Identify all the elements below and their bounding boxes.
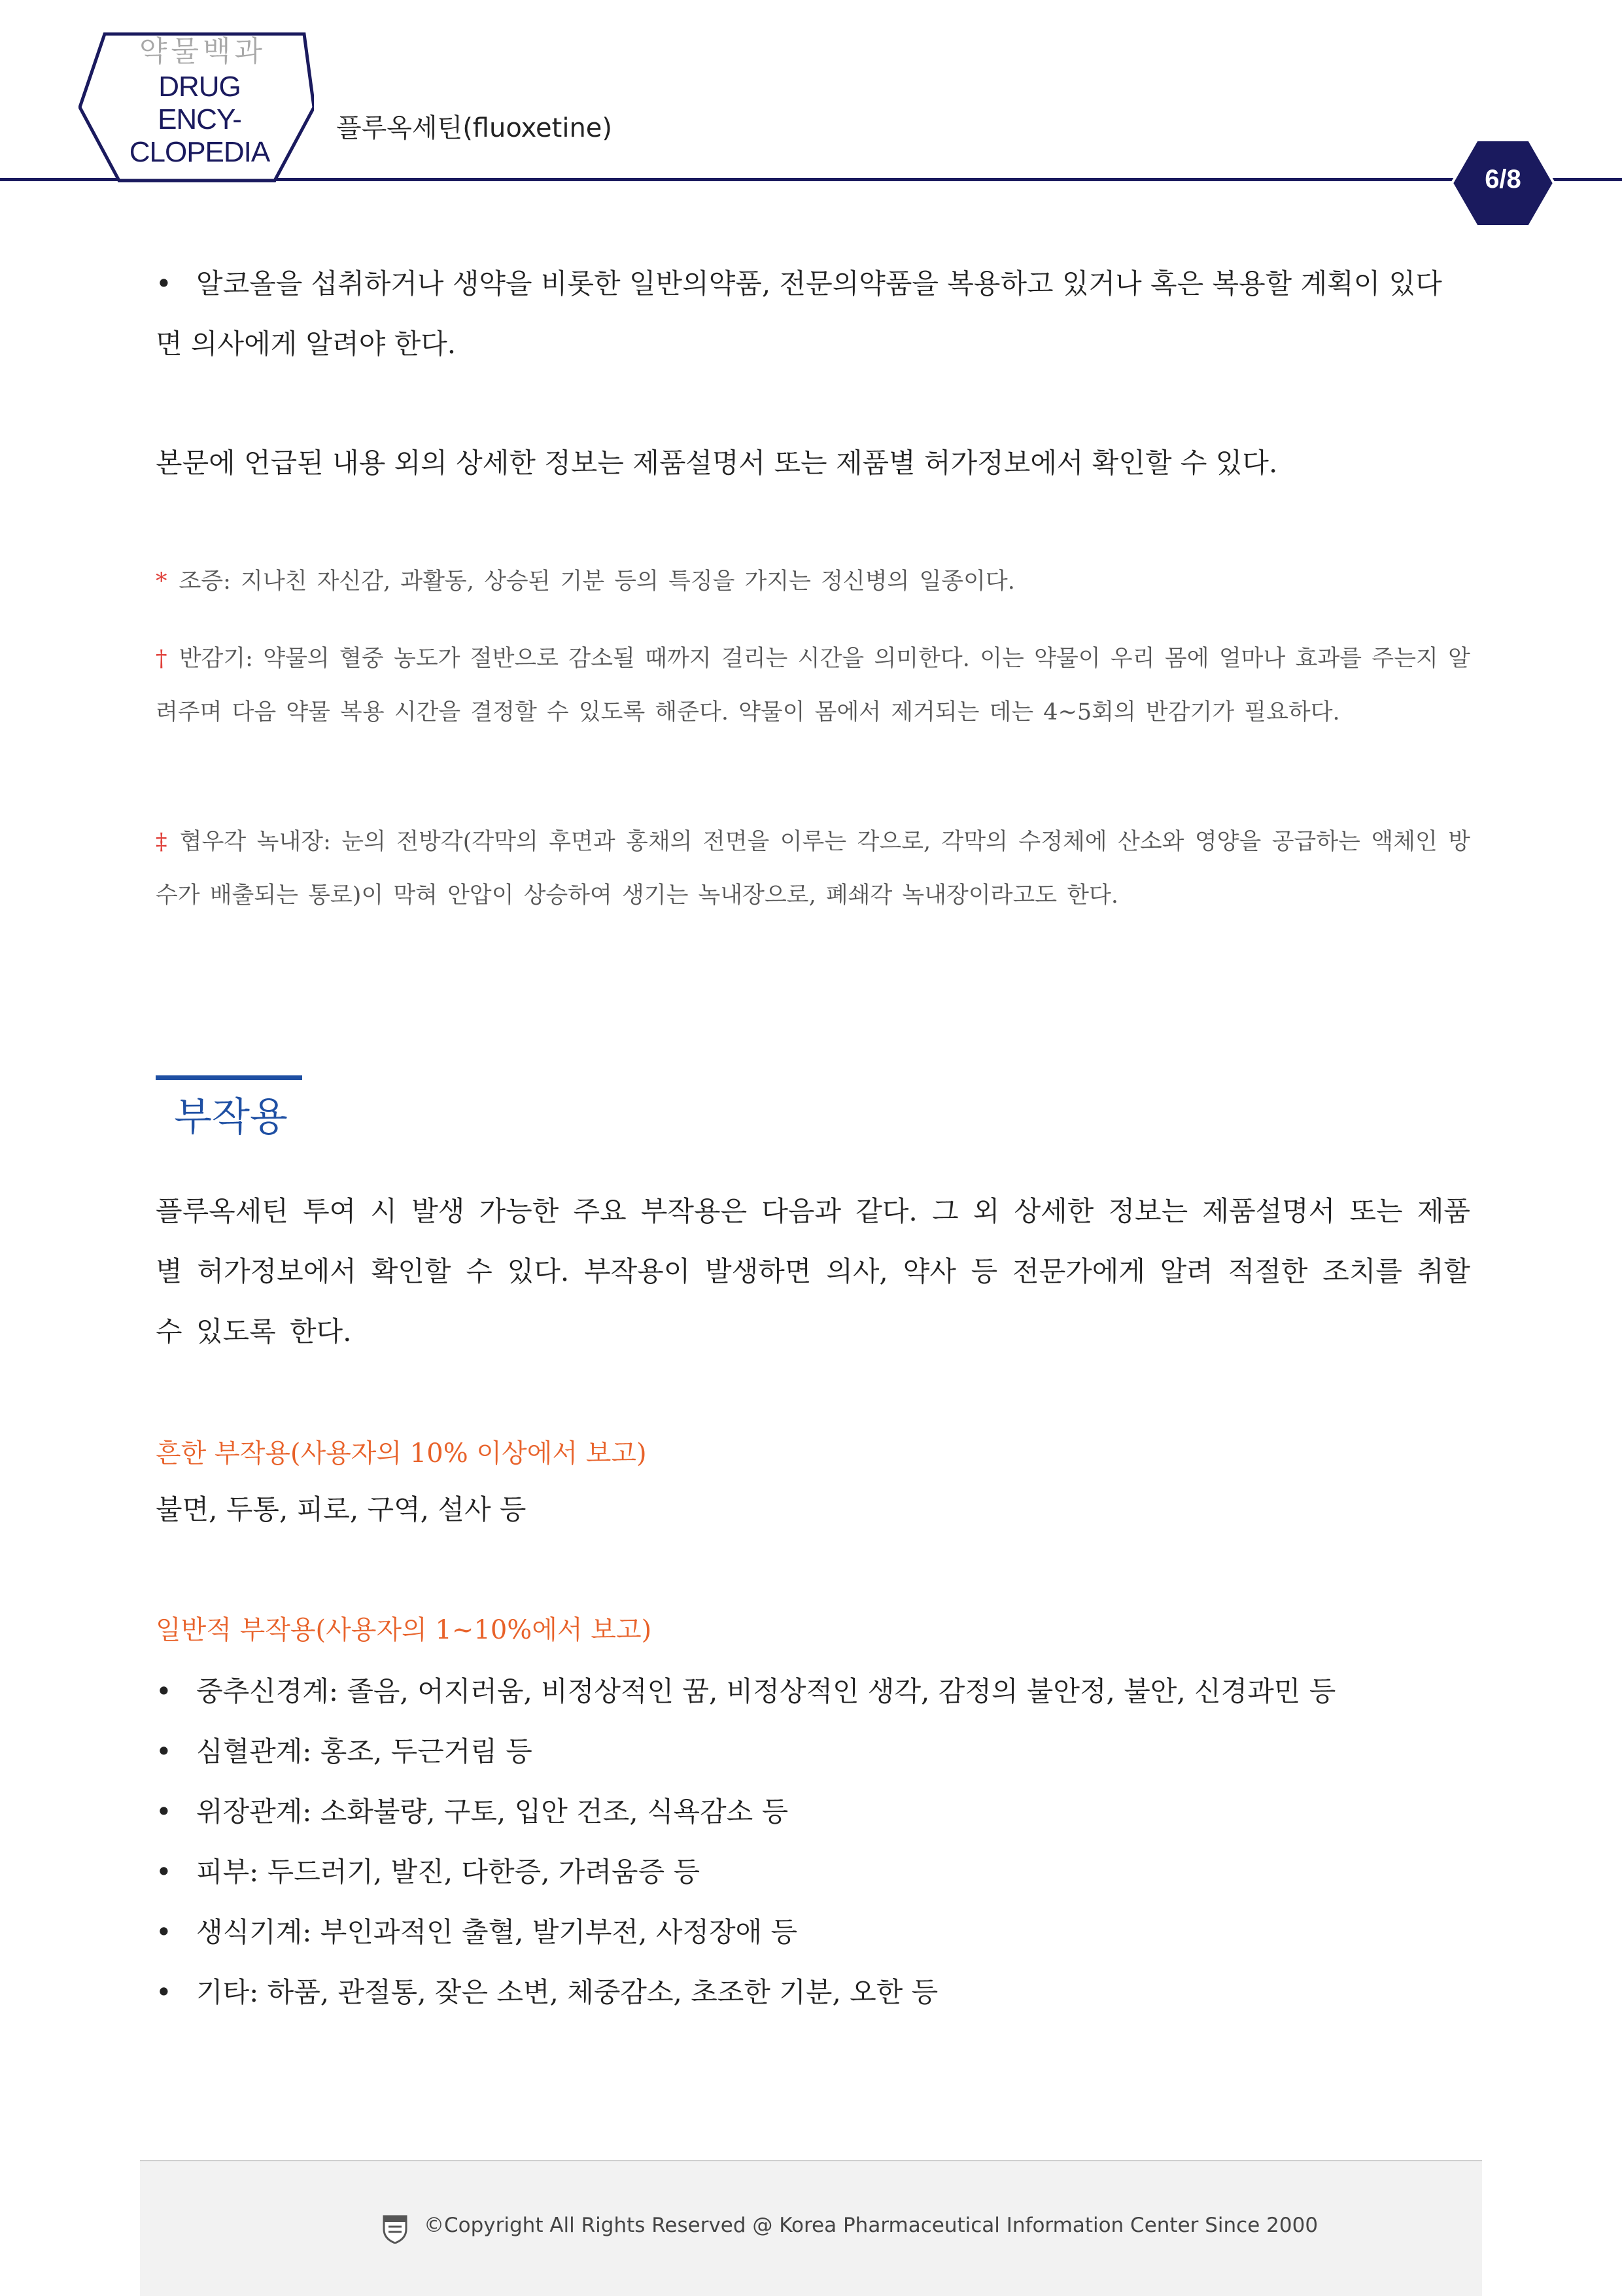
list-item bbox=[156, 1842, 700, 1902]
bullet-item-alcohol bbox=[156, 254, 1442, 314]
bullet-icon: • bbox=[156, 1675, 172, 1707]
section-heading-side-effects: 부작용 bbox=[174, 1094, 288, 1140]
bullet-icon: • bbox=[156, 1796, 172, 1828]
footnote-mark: * bbox=[156, 568, 167, 595]
bullet-icon: • bbox=[156, 1976, 172, 2008]
detail-info-note: 본문에 언급된 내용 외의 상세한 정보는 제품설명서 또는 제품별 허가정보에서 확인할 수 있다. bbox=[156, 447, 1278, 479]
common-side-effects-text: 불면, 두통, 피로, 구역, 설사 등 bbox=[156, 1493, 526, 1525]
footnote-mark: ‡ bbox=[156, 829, 168, 855]
bullet-text-line1: 알코올을 섭취하거나 생약을 비롯한 일반의약품, 전문의약품을 복용하고 있거나 혹은 복용할 계획이 있다 bbox=[196, 268, 1442, 300]
list-item-text: 위장관계: 소화불량, 구토, 입안 건조, 식욕감소 등 bbox=[196, 1796, 789, 1828]
list-item bbox=[156, 1902, 797, 1962]
logo-english-text: DRUG ENCY- CLOPEDIA bbox=[129, 71, 270, 168]
bullet-icon: • bbox=[156, 1856, 172, 1888]
footnote-mania bbox=[156, 555, 1470, 608]
list-item bbox=[156, 1661, 1336, 1722]
bullet-text-line2: 면 의사에게 알려야 한다. bbox=[156, 328, 457, 360]
list-item-text: 생식기계: 부인과적인 출혈, 발기부전, 사정장애 등 bbox=[196, 1916, 798, 1948]
bullet-item-continuation bbox=[156, 314, 456, 374]
list-item-text: 피부: 두드러기, 발진, 다한증, 가려움증 등 bbox=[196, 1856, 700, 1888]
list-item bbox=[156, 1722, 532, 1782]
list-item-text: 기타: 하품, 관절통, 잦은 소변, 체중감소, 초조한 기분, 오한 등 bbox=[196, 1976, 939, 2008]
bullet-icon: • bbox=[156, 1735, 172, 1767]
bullet-icon: • bbox=[156, 1916, 172, 1948]
footnote-text: 반감기: 약물의 혈중 농도가 절반으로 감소될 때까지 걸리는 시간을 의미한다. 이는 약물이 우리 몸에 얼마나 효과를 주는지 알려주며 다음 약물 복용 시간을 결정할 수 있도록 해준다. 약물이 몸에서 제거되는 데는 4~5회의 반감기가 필요하다. bbox=[156, 646, 1470, 725]
common-side-effects-title: 흔한 부작용(사용자의 10% 이상에서 보고) bbox=[156, 1438, 647, 1469]
list-item bbox=[156, 1782, 788, 1842]
list-item bbox=[156, 1962, 938, 2023]
logo-korean-text: 약물백과 bbox=[139, 35, 266, 68]
footnote-text: 협우각 녹내장: 눈의 전방각(각막의 후면과 홍채의 전면을 이루는 각으로, 각막의 수정체에 산소와 영양을 공급하는 액체인 방수가 배출되는 통로)이 막혀 안압이 상승하여 생기는 녹내장으로, 폐쇄각 녹내장이라고도 한다. bbox=[156, 829, 1471, 909]
section-heading-bar bbox=[156, 1075, 302, 1080]
document-title: 플루옥세틴(fluoxetine) bbox=[336, 113, 613, 143]
footnote-glaucoma bbox=[156, 815, 1470, 922]
footnote-text: 조증: 지나친 자신감, 과활동, 상승된 기분 등의 특징을 가지는 정신병의 일종이다. bbox=[179, 568, 1015, 595]
general-side-effects-title: 일반적 부작용(사용자의 1~10%에서 보고) bbox=[156, 1615, 652, 1645]
side-effects-intro: 플루옥세틴 투여 시 발생 가능한 주요 부작용은 다음과 같다. 그 외 상세한 정보는 제품설명서 또는 제품별 허가정보에서 확인할 수 있다. 부작용이 발생하면 의사, 약사 등 전문가에게 알려 적절한 조치를 취할 수 있도록 한다. bbox=[156, 1195, 1470, 1348]
footnote-mark: † bbox=[156, 646, 167, 672]
footer-copyright: ©Copyright All Rights Reserved @ Korea Pharmaceutical Information Center Since 2000 bbox=[424, 2214, 1319, 2237]
footnote-half-life bbox=[156, 632, 1470, 739]
bullet-icon: • bbox=[156, 268, 172, 300]
page-number: 6/8 bbox=[1485, 165, 1521, 194]
institution-emblem-icon bbox=[382, 2214, 408, 2244]
list-item-text: 중추신경계: 졸음, 어지러움, 비정상적인 꿈, 비정상적인 생각, 감정의 불안정, 불안, 신경과민 등 bbox=[196, 1675, 1336, 1707]
list-item-text: 심혈관계: 홍조, 두근거림 등 bbox=[196, 1735, 532, 1767]
